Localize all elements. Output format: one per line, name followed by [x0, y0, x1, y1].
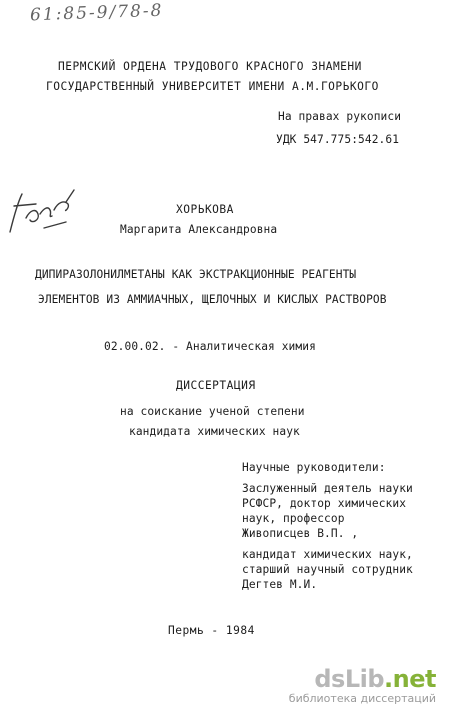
author-surname: ХОРЬКОВА — [176, 203, 234, 216]
title-line-1: ДИПИРАЗОЛОНИЛМЕТАНЫ КАК ЭКСТРАКЦИОННЫЕ РЕАГЕНТЫ — [35, 268, 357, 281]
header-line-1: ПЕРМСКИЙ ОРДЕНА ТРУДОВОГО КРАСНОГО ЗНАМЕНИ — [58, 60, 362, 73]
dslib-watermark — [289, 666, 436, 705]
supervisor-1-name: Живописцев В.П. , — [242, 527, 359, 540]
header-line-2: ГОСУДАРСТВЕННЫЙ УНИВЕРСИТЕТ ИМЕНИ А.М.ГОРЬКОГО — [46, 80, 379, 93]
supervisor-2-line: кандидат химических наук, — [242, 548, 413, 561]
supervisor-1-line: наук, профессор — [242, 512, 345, 525]
supervisor-1-line: РСФСР, доктор химических — [242, 497, 407, 510]
supervisors-heading: Научные руководители: — [242, 461, 386, 474]
degree-line-2: кандидата химических наук — [129, 425, 300, 438]
watermark-logo — [289, 666, 436, 692]
archive-number: 61:85-9/78-8 — [29, 0, 164, 26]
rights-notice: На правах рукописи — [278, 110, 402, 123]
author-name: Маргарита Александровна — [120, 223, 278, 236]
degree-label: ДИССЕРТАЦИЯ — [176, 379, 256, 392]
city-year: Пермь - 1984 — [168, 624, 255, 637]
specialty: 02.00.02. - Аналитическая химия — [104, 340, 316, 353]
watermark-brand-dot: .net — [384, 665, 436, 693]
supervisor-2-name: Дегтев М.И. — [242, 578, 318, 591]
handwritten-signature — [4, 180, 84, 250]
watermark-brand: dsLib — [314, 665, 385, 693]
degree-line-1: на соискание ученой степени — [120, 405, 305, 418]
watermark-subtitle: библиотека диссертаций — [288, 692, 436, 705]
supervisor-2-line: старший научный сотрудник — [242, 563, 413, 576]
udk-code: УДК 547.775:542.61 — [276, 133, 400, 146]
title-line-2: ЭЛЕМЕНТОВ ИЗ АММИАЧНЫХ, ЩЕЛОЧНЫХ И КИСЛЫХ РАСТВОРОВ — [38, 293, 387, 306]
supervisor-1-line: Заслуженный деятель науки — [242, 482, 413, 495]
